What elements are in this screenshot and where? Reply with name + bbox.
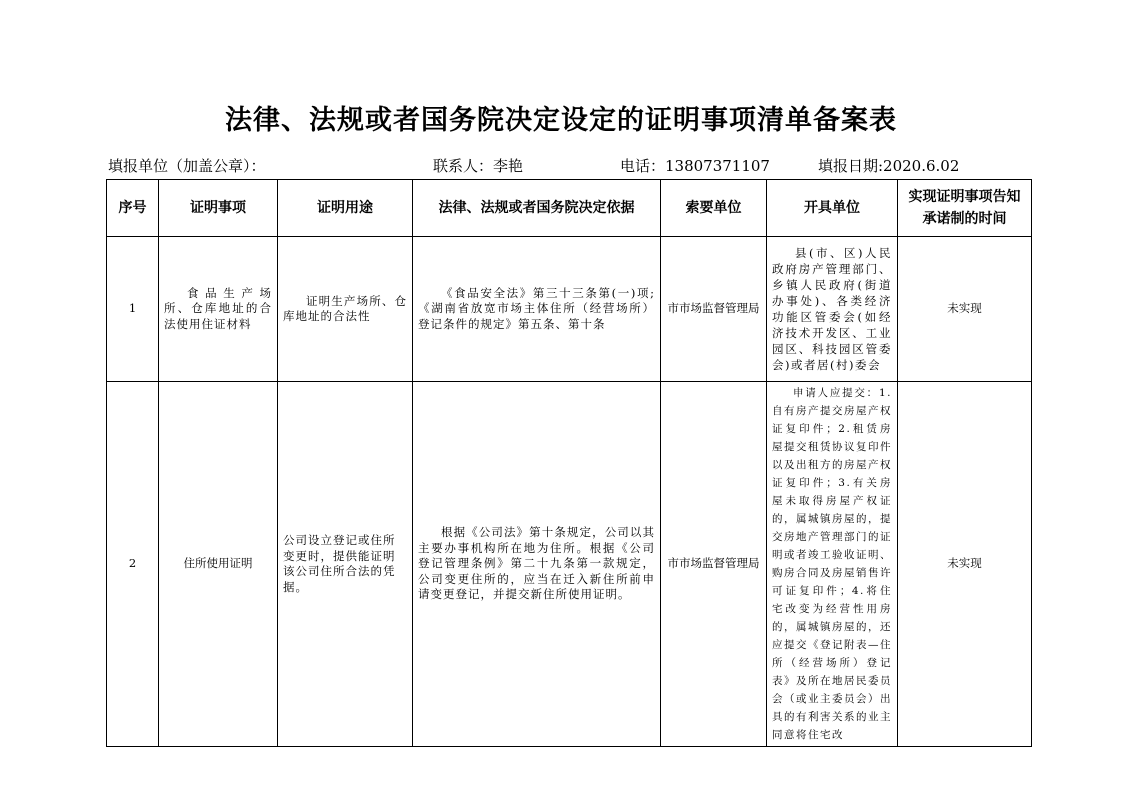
header-purpose: 证明用途 bbox=[278, 180, 413, 237]
row-time: 未实现 bbox=[898, 382, 1032, 747]
header-requester: 索要单位 bbox=[661, 180, 767, 237]
report-date: 填报日期:2020.6.02 bbox=[818, 157, 960, 175]
row-basis: 《食品安全法》第三十三条第(一)项;《湖南省放宽市场主体住所（经营场所）登记条件的规定》第五条、第十条 bbox=[413, 237, 661, 382]
certification-items-table bbox=[106, 179, 1032, 747]
header-issuer: 开具单位 bbox=[767, 180, 898, 237]
table-row bbox=[107, 237, 1032, 382]
header-item: 证明事项 bbox=[159, 180, 278, 237]
row-item: 食品生产场所、仓库地址的合法使用住证材料 bbox=[159, 237, 278, 382]
row-purpose: 证明生产场所、仓库地址的合法性 bbox=[278, 237, 413, 382]
row-no: 1 bbox=[107, 237, 159, 382]
table-header-row bbox=[107, 180, 1032, 237]
reporting-unit-label: 填报单位（加盖公章）： bbox=[108, 157, 266, 175]
contact-person: 联系人：李艳 bbox=[433, 157, 524, 175]
row-time: 未实现 bbox=[898, 237, 1032, 382]
row-requester: 市市场监督管理局 bbox=[661, 382, 767, 747]
row-requester: 市市场监督管理局 bbox=[661, 237, 767, 382]
row-basis: 根据《公司法》第十条规定，公司以其主要办事机构所在地为住所。根据《公司登记管理条例》第二十九条第一款规定，公司变更住所的，应当在迁入新住所前申请变更登记，并提交新住所使用证明。 bbox=[413, 382, 661, 747]
header-time: 实现证明事项告知承诺制的时间 bbox=[898, 180, 1032, 237]
form-info-line bbox=[108, 155, 1033, 177]
header-no: 序号 bbox=[107, 180, 159, 237]
row-issuer: 县(市、区)人民政府房产管理部门、乡镇人民政府(街道办事处)、各类经济功能区管委会(如经济技术开发区、工业园区、科技园区管委会)或者居(村)委会 bbox=[767, 237, 898, 382]
row-issuer: 申请人应提交：1.自有房产提交房屋产权证复印件；2.租赁房屋提交租赁协议复印件以及出租方的房屋产权证复印件；3.有关房屋未取得房屋产权证的，属城镇房屋的，提交房地产管理部门的证明或者竣工验收证明、购房合同及房屋销售许可证复印件；4.将住宅改变为经营性用房的，属城镇房屋的，还应提交《登记附表—住所（经营场所）登记表》及所在地居民委员会（或业主委员会）出具的有利害关系的业主同意将住宅改 bbox=[767, 382, 898, 747]
page-title: 法律、法规或者国务院决定设定的证明事项清单备案表 bbox=[225, 105, 897, 136]
phone-number: 电话：13807371107 bbox=[620, 157, 770, 175]
table-row bbox=[107, 382, 1032, 747]
row-purpose: 公司设立登记或住所变更时，提供能证明该公司住所合法的凭据。 bbox=[278, 382, 413, 747]
row-no: 2 bbox=[107, 382, 159, 747]
row-item: 住所使用证明 bbox=[159, 382, 278, 747]
header-basis: 法律、法规或者国务院决定依据 bbox=[413, 180, 661, 237]
